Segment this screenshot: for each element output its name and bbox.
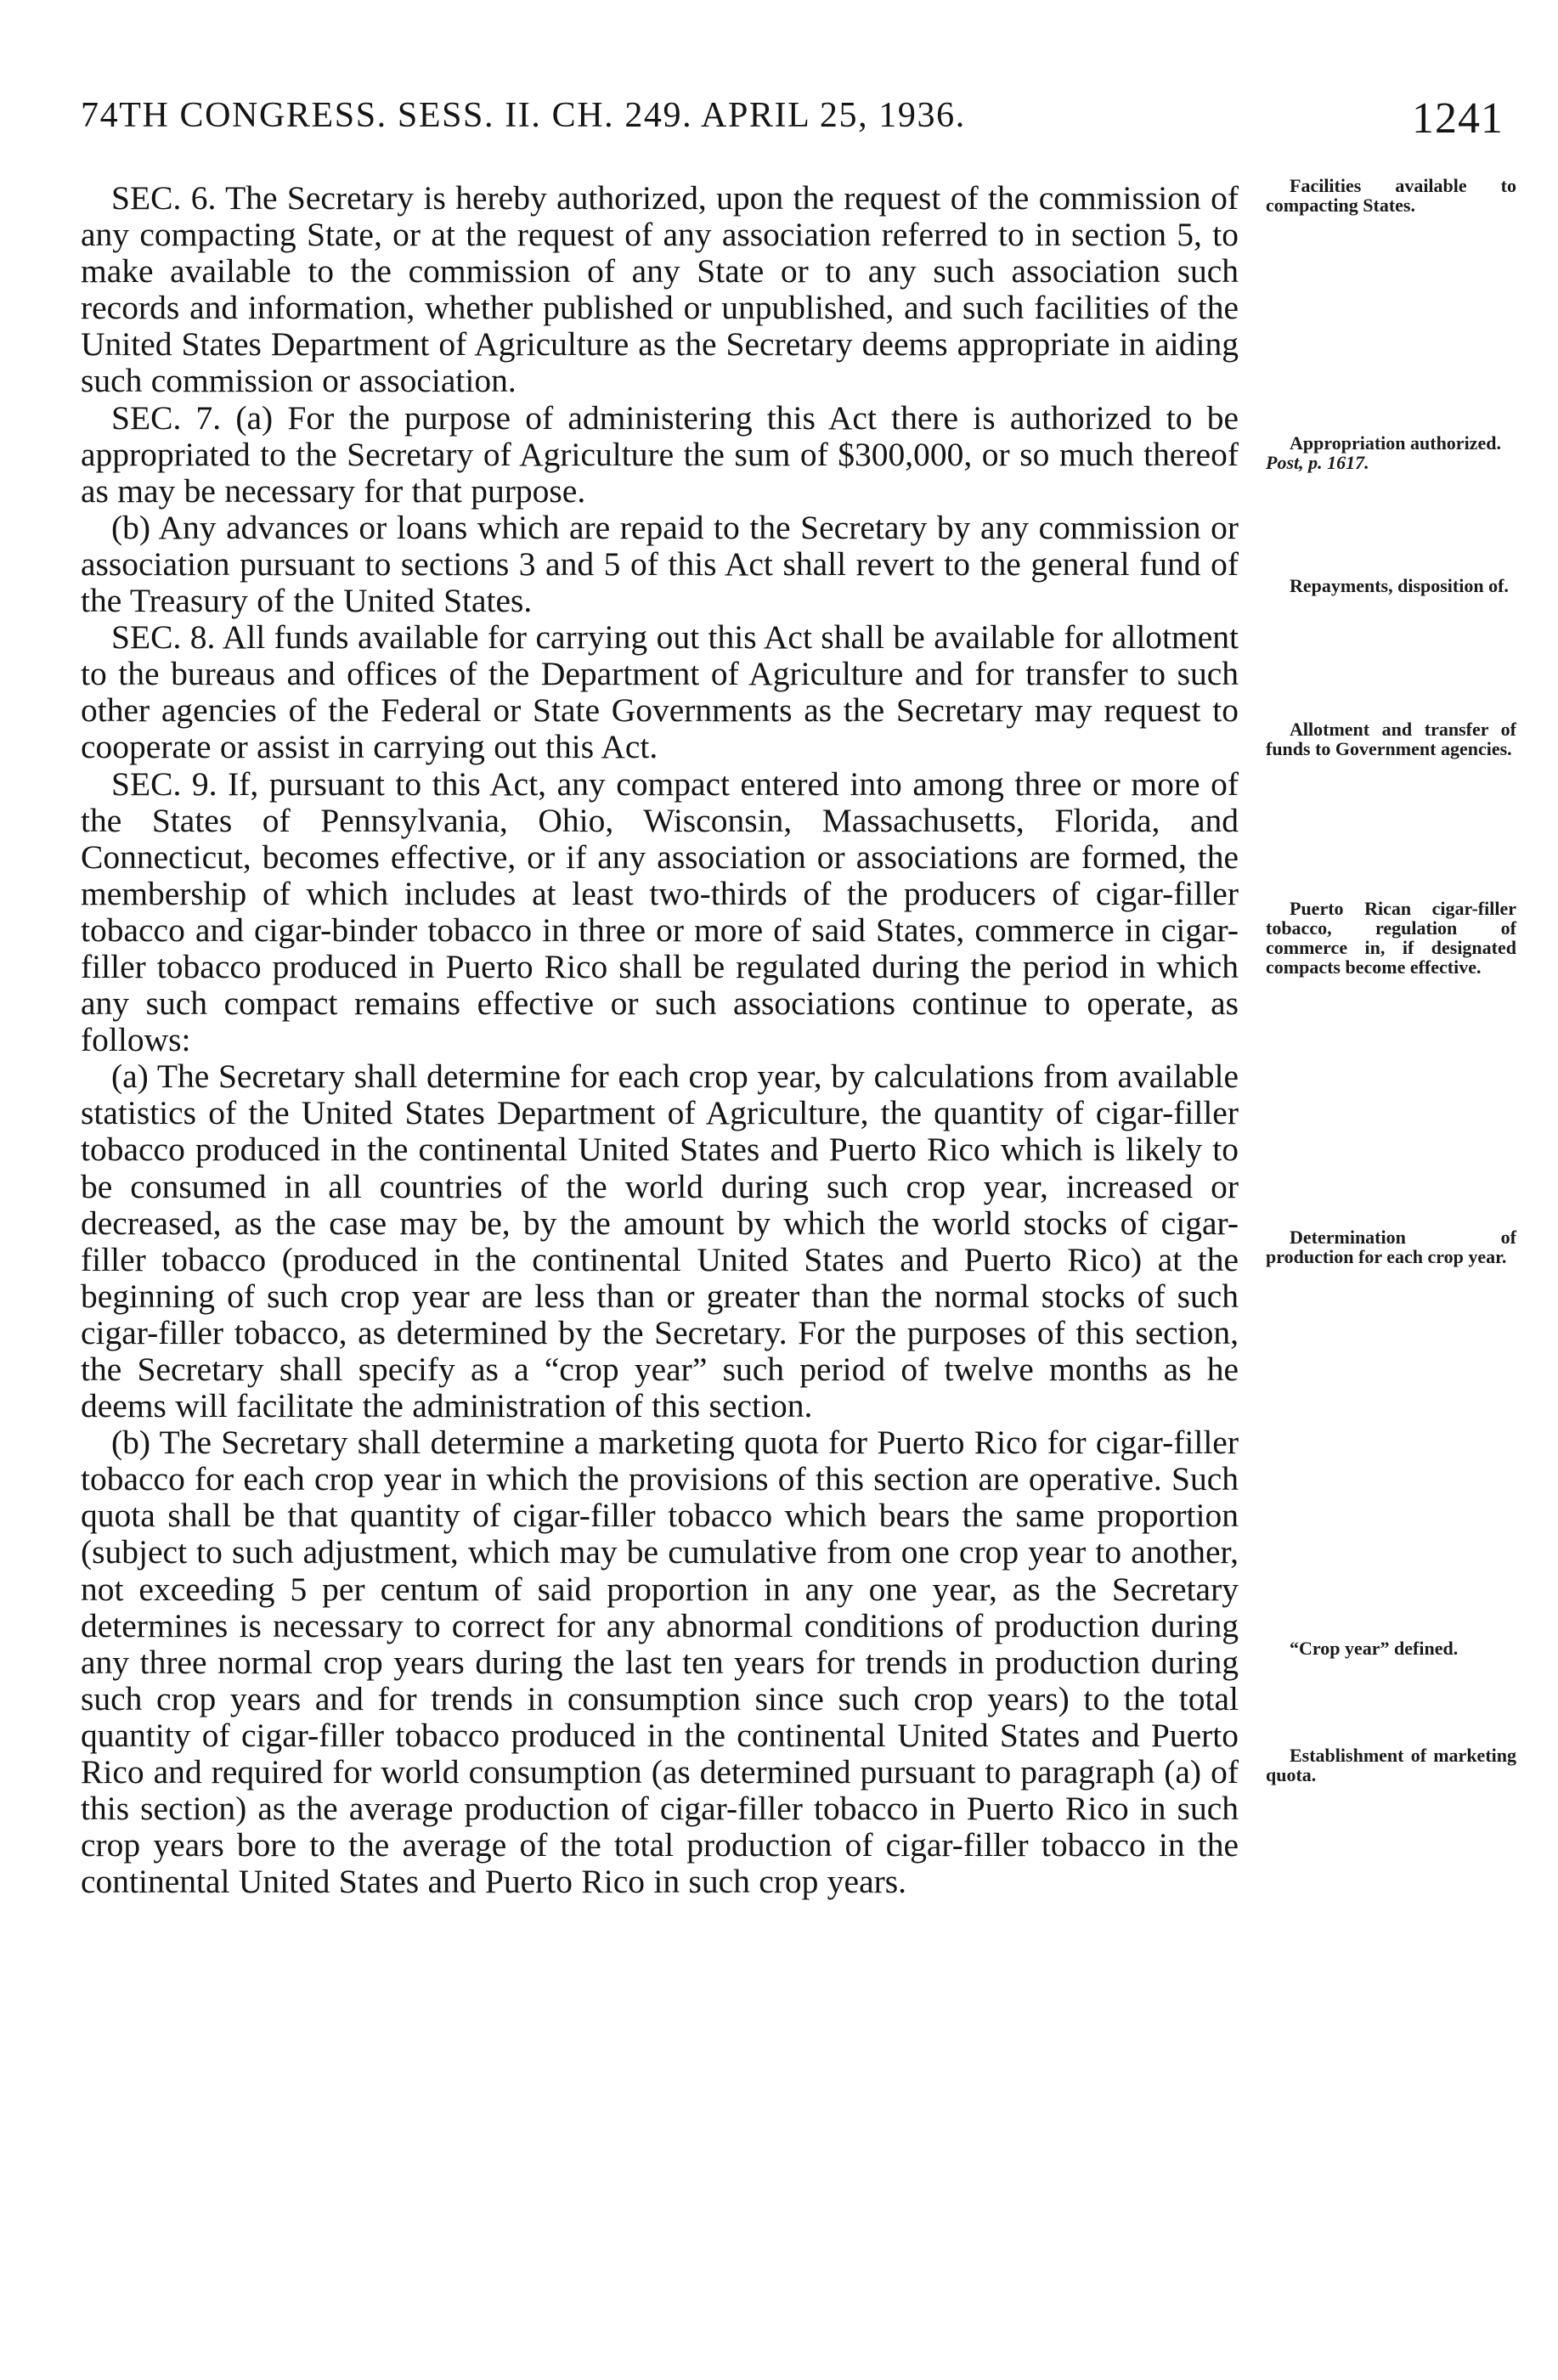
section-6-text: The Secretary is hereby authorized, upon the request of the commission of any compacting State, or at the request of any association referred to in section 5, to make available to the commission of any State or to any such association such records and information, whether published or unpublished, and such facilities of the United States Department of Agriculture as the Secretary deems appropriate in aiding such commission or association. [81, 179, 1239, 400]
section-6-paragraph [81, 180, 1239, 400]
section-8-paragraph [81, 619, 1239, 765]
statute-body [81, 180, 1239, 1900]
section-7-label: SEC. 7. [111, 398, 222, 437]
margin-note-appropriation-ref: Post, p. 1617. [1266, 452, 1369, 473]
section-9b-paragraph [81, 1424, 1239, 1900]
section-8-text: All funds available for carrying out this Act shall be available for allotment to the bureaus and offices of the Department of Agriculture and for transfer to such other agencies of the Federal or State Governments as the Secretary may request to cooperate or assist in carrying out this Act. [81, 618, 1239, 766]
section-7a-paragraph [81, 400, 1239, 510]
section-9-label: SEC. 9. [111, 764, 217, 803]
section-9-paragraph [81, 766, 1239, 1059]
margin-note-appropriation-text: Appropriation authorized. [1290, 432, 1501, 454]
margin-note-determination: Determination of production for each crop year. [1266, 1227, 1516, 1267]
margin-note-facilities: Facilities available to compacting States. [1266, 175, 1516, 216]
section-7a-text: (a) For the purpose of administering this Act there is authorized to be appropriated to the Secretary of Agriculture the sum of $300,000, or so much thereof as may be necessary for that purpose. [81, 398, 1239, 510]
section-6-label: SEC. 6. [111, 179, 217, 217]
page-number: 1241 [1412, 94, 1504, 143]
header-citation: 74TH CONGRESS. SESS. II. CH. 249. APRIL 25, 1936. [81, 96, 966, 135]
margin-note-allotment: Allotment and transfer of funds to Government agencies. [1266, 719, 1516, 759]
margin-note-crop-year: “Crop year” defined. [1290, 1638, 1459, 1659]
section-9a-paragraph [81, 1058, 1239, 1424]
margin-note-puerto-rico: Puerto Rican cigar-filler tobacco, regulation of commerce in, if designated compacts become effective. [1266, 898, 1516, 978]
section-8-label: SEC. 8. [111, 618, 216, 657]
section-9a-text: (a) The Secretary shall determine for each crop year, by calculations from available statistics of the United States Department of Agriculture, the quantity of cigar-filler tobacco produced in the continental United States and Puerto Rico which is likely to be consumed in all countries of the world during such crop year, increased or decreased, as the case may be, by the amount by which the world stocks of cigar-filler tobacco (produced in the continental United States and Puerto Rico) at the beginning of such crop year are less than or greater than the normal stocks of such cigar-filler tobacco, as determined by the Secretary. For the purposes of this section, the Secretary shall specify as a “crop year” such period of twelve months as he deems will facilitate the administration of this section. [81, 1057, 1239, 1425]
margin-note-repayments: Repayments, disposition of. [1290, 575, 1509, 596]
margin-note-appropriation [1266, 433, 1516, 472]
section-7b-paragraph [81, 510, 1239, 619]
margin-note-quota: Establishment of marketing quota. [1266, 1745, 1516, 1785]
section-9-text: If, pursuant to this Act, any compact entered into among three or more of the States of Pennsylvania, Ohio, Wisconsin, Massachusetts, Florida, and Connecticut, becomes effective, or if any association or associations are formed, the membership of which includes at least two-thirds of the producers of cigar-filler tobacco and cigar-binder tobacco in three or more of said States, commerce in cigar-filler tobacco produced in Puerto Rico shall be regulated during the period in which any such compact remains effective or such associations continue to operate, as follows: [81, 764, 1239, 1059]
margin-notes [1266, 0, 1521, 2380]
section-7b-text: (b) Any advances or loans which are repaid to the Secretary by any commission or association pursuant to sections 3 and 5 of this Act shall revert to the general fund of the Treasury of the United States. [81, 508, 1239, 620]
section-9b-text: (b) The Secretary shall determine a marketing quota for Puerto Rico for cigar-filler tobacco for each crop year in which the provisions of this section are operative. Such quota shall be that quantity of cigar-filler tobacco which bears the same proportion (subject to such adjustment, which may be cumulative from one crop year to another, not exceeding 5 per centum of said proportion in any one year, as the Secretary determines is necessary to correct for any abnormal conditions of production during any three normal crop years during the last ten years for trends in production during such crop years and for trends in consumption since such crop years) to the total quantity of cigar-filler tobacco produced in the continental United States and Puerto Rico and required for world consumption (as determined pursuant to paragraph (a) of this section) as the average production of cigar-filler tobacco in Puerto Rico in such crop years bore to the average of the total production of cigar-filler tobacco in the continental United States and Puerto Rico in such crop years. [81, 1424, 1239, 1901]
